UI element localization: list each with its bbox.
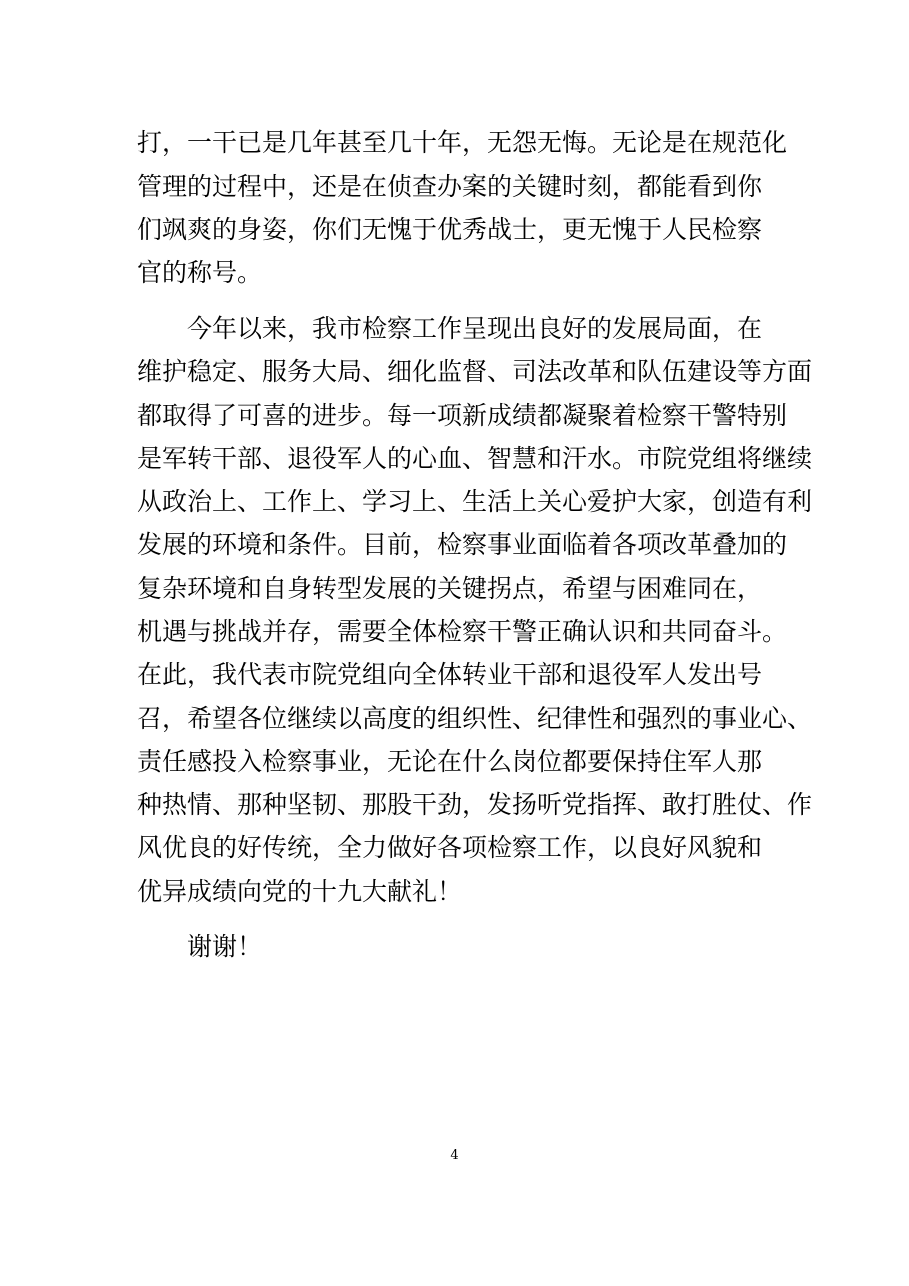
text-line: 管理的过程中，还是在侦查办案的关键时刻，都能看到你 xyxy=(137,172,763,201)
text-line: 复杂环境和自身转型发展的关键拐点，希望与困难同在， xyxy=(137,574,763,603)
text-line: 优异成绩向党的十九大献礼！ xyxy=(137,877,463,906)
text-line: 们飒爽的身姿，你们无愧于优秀战士，更无愧于人民检察 xyxy=(137,215,763,244)
text-line: 机遇与挑战并存，需要全体检察干警正确认识和共同奋斗。 xyxy=(137,617,788,646)
text-line: 风优良的好传统，全力做好各项检察工作，以良好风貌和 xyxy=(137,833,763,862)
text-line: 在此，我代表市院党组向全体转业干部和退役军人发出号 xyxy=(137,660,763,689)
text-line: 都取得了可喜的进步。每一项新成绩都凝聚着检察干警特别 xyxy=(137,401,788,430)
text-line: 维护稳定、服务大局、细化监督、司法改革和队伍建设等方面 xyxy=(137,357,813,386)
text-line: 是军转干部、退役军人的心血、智慧和汗水。市院党组将继续 xyxy=(137,444,813,473)
text-line: 召，希望各位继续以高度的组织性、纪律性和强烈的事业心、 xyxy=(137,704,813,733)
text-line: 今年以来，我市检察工作呈现出良好的发展局面，在 xyxy=(187,314,763,343)
text-line: 发展的环境和条件。目前，检察事业面临着各项改革叠加的 xyxy=(137,530,788,559)
text-line: 打，一干已是几年甚至几十年，无怨无悔。无论是在规范化 xyxy=(137,128,788,157)
closing-line: 谢谢！ xyxy=(187,932,263,961)
page-number: 4 xyxy=(450,1148,459,1163)
text-line: 官的称号。 xyxy=(137,258,263,287)
text-line: 责任感投入检察事业，无论在什么岗位都要保持住军人那 xyxy=(137,747,763,776)
text-line: 从政治上、工作上、学习上、生活上关心爱护大家，创造有利 xyxy=(137,487,813,516)
text-line: 种热情、那种坚韧、那股干劲，发扬听党指挥、敢打胜仗、作 xyxy=(137,790,813,819)
